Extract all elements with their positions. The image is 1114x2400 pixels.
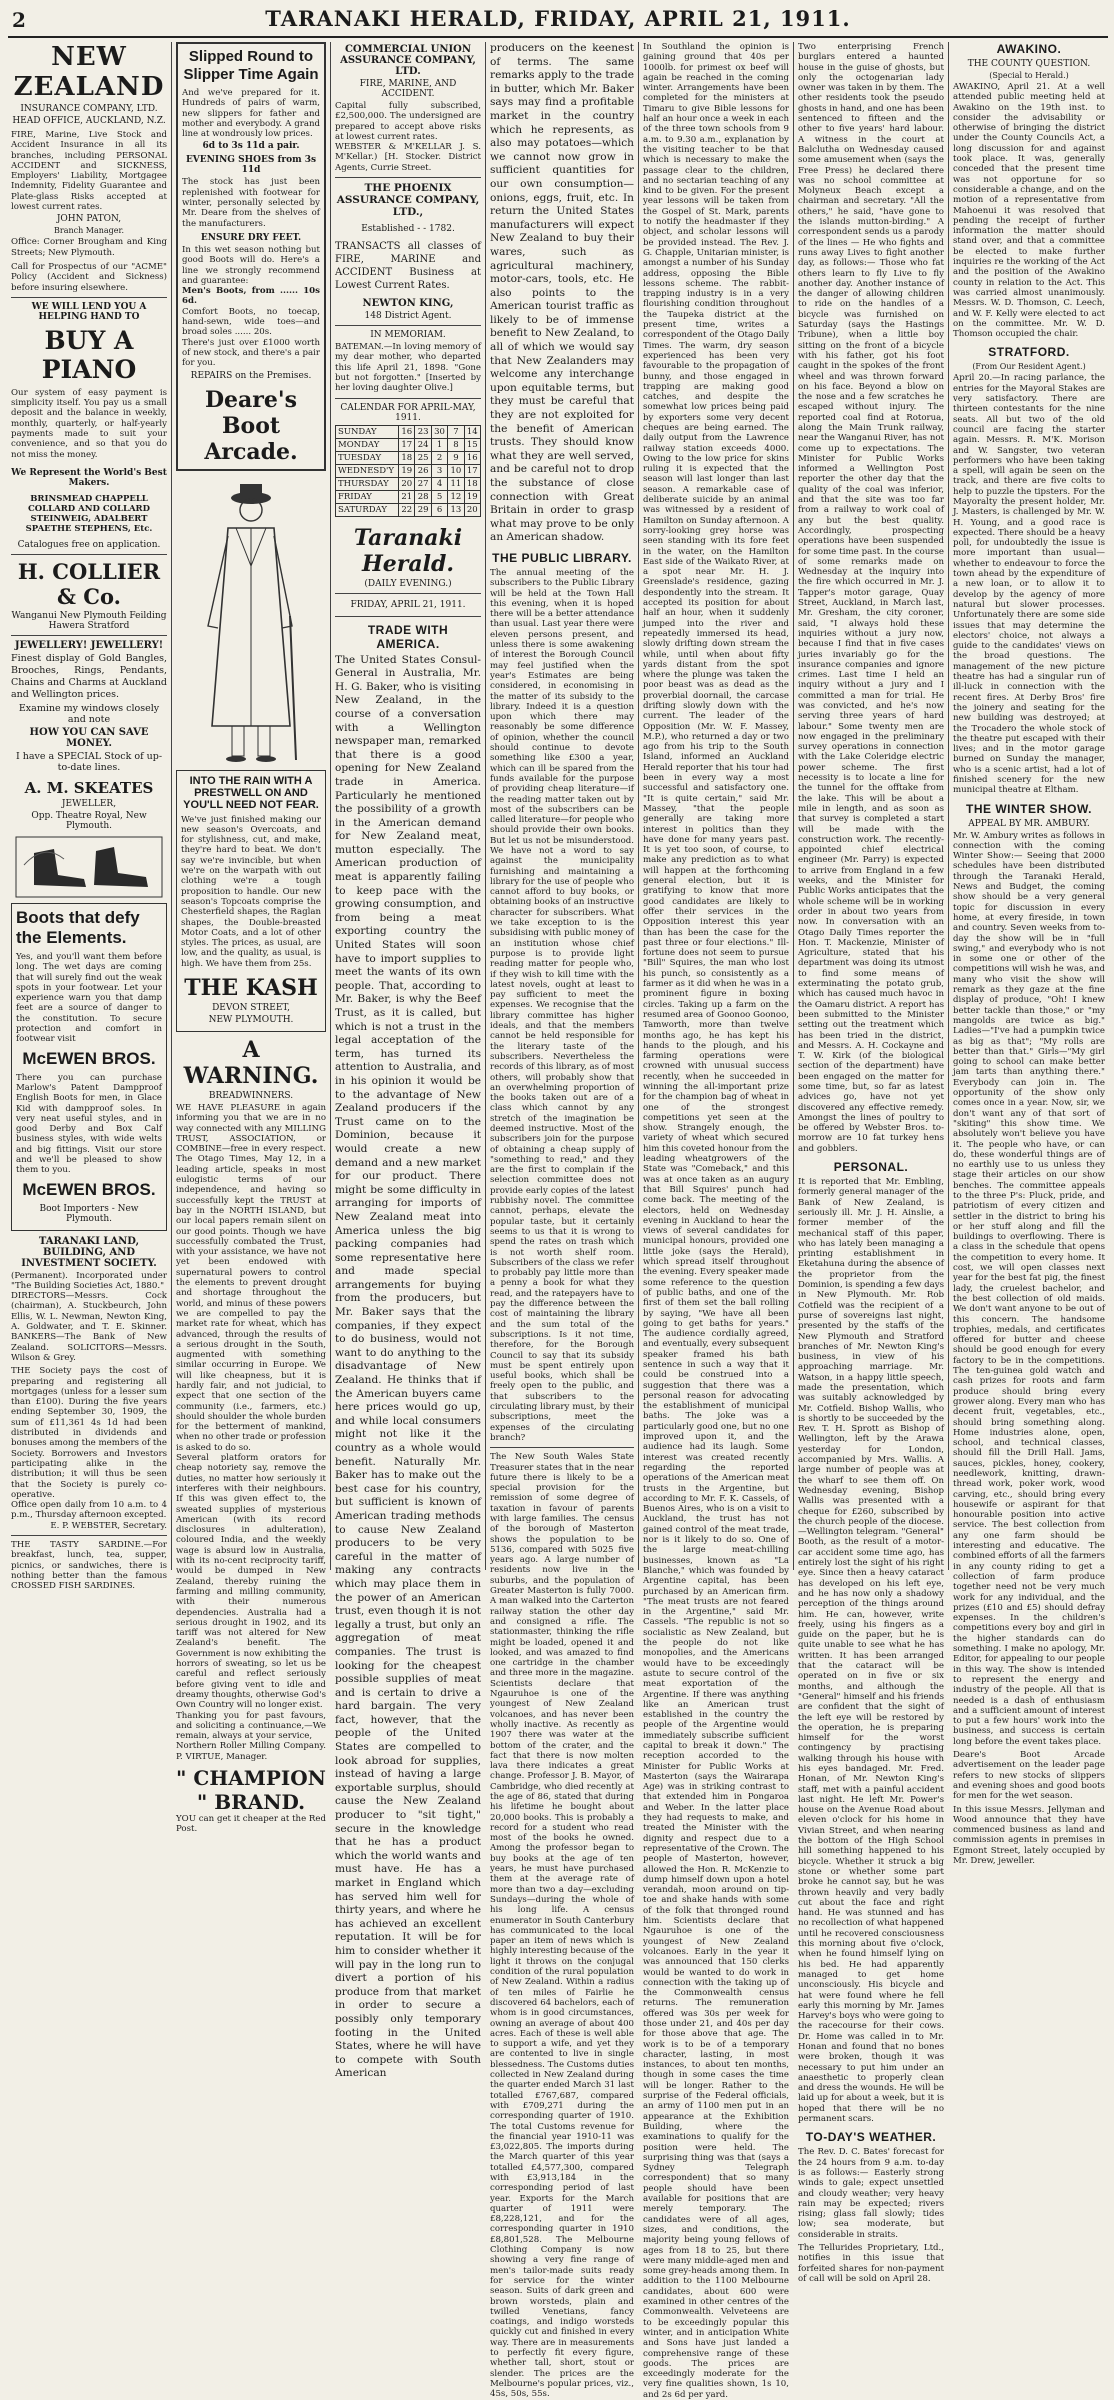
warning-signature: Northern Roller Milling Company. P. VIRTUE, Manager. [176, 1741, 326, 1762]
collier-title: H. COLLIER & Co. [17, 558, 161, 609]
calendar-date: 12 [448, 490, 464, 503]
warning-title: A WARNING. [183, 1036, 319, 1089]
memoriam-head: IN MEMORIAM. [370, 330, 446, 341]
divider [11, 297, 167, 298]
calendar-date: 30 [431, 425, 447, 438]
winter-show-heading: THE WINTER SHOW. [966, 801, 1092, 816]
calendar-date: 7 [448, 425, 464, 438]
calendar-date: 15 [464, 438, 480, 451]
building-society-secretary: E. P. WEBSTER, Secretary. [50, 1520, 167, 1531]
sardine-ad: THE TASTY SARDINE.—For breakfast, lunch, tea, supper, picnics, or sandwiches, there is nothing better than the famous CROSSED FISH SARDINES. [11, 1540, 167, 1592]
calendar-day-name: FRIDAY [336, 490, 399, 503]
piano-title: BUY A PIANO [41, 325, 137, 384]
boots-name: McEWEN BROS. [22, 1048, 156, 1068]
commercial-union-body: Capital fully subscribed, £2,500,000. The undersigned are prepared to accept above risks at lowest current rates. [335, 101, 481, 142]
calendar-date: 24 [415, 438, 431, 451]
piano-body: Our system of easy payment is simplicity itself. You pay us a small deposit and the balance in weekly, monthly, quarterly, or half-yearly payments made to suit your convenience, and so that you do not miss the money. [11, 387, 167, 460]
column-rule [485, 42, 486, 1570]
personal-article: It is reported that Mr. Embling, formerly general manager of the Bank of New Zealand, is seriously ill. Mr. J. H. Ainslie, a former member of the mechanical staff of this paper, who has lately been managing a printing establishment in Eketahuna during the absence of the proprietor from the Dominion, is spending a few days in New Plymouth. Mr. Rob Cotfield was the recipient of a purse of sovereigns last night, presented by the staffs of the New Plymouth and Stratford branches of Mr. Newton King's business, in view of his approaching marriage. Mr. Watson, in a happy little speech, made the presentation, which was suitably acknowledged by Mr. Cotfield. Bishop Wallis, who is shortly to be succeeded by the Rev. T. H. Sprott as Bishop of Wellington, left by the Arawa yesterday for London, accompanied by Mrs. Wallis. A large number of people was at the wharf to see them off. On Wednesday evening, Bishop Wallis was presented with a cheque for £260, subscribed by the church people of the diocese.—Wellington telegram. "General" Booth, as the result of a motor-car accident some time ago, has entirely lost the sight of his right eye. Since then a heavy cataract has developed on his left eye, and he has now only a shadowy perception of the things around him. He can, however, write freely, using his fingers as a guide on the paper, but he is quite unable to see what he has written. It has been arranged that the cataract will be operated on in five or six months, and although the "General" himself and his friends are confident that the sight of the left eye will be restored by the operation, he is preparing himself for the worst contingency by practising walking through his house with his eyes bandaged. Mr. Fred. Honan, of Mr. Newton King's staff, met with a painful accident last night. He left Mr. Power's house on the Avenue Road about eleven o'clock for his home in Vivian Street, and when nearing the bottom of the High School hill something happened to his bicycle. Whether it struck a big stone or whether some part broke he cannot say, but he was thrown heavily and very badly cut about the face and right hand. He was stunned and has no recollection of what happened until he recovered consciousness this morning about five o'clock, when he found himself lying on his bed. He had apparently managed to get home unconsciously. His bicycle and hat were found where he fell early this morning by Mr. James Harvey's boys who were going to the racecourse for their cows. Dr. Home was called in to Mr. Honan and found that no bones were broken, though it was necessary to put him under an anaesthetic to properly clean and dress the wounds. He will be laid up for about a week, but it is hoped that there will be no permanent scars. [798, 1177, 944, 2125]
stratford-special: (From Our Resident Agent.) [972, 362, 1086, 372]
news-items-3: Two enterprising French burglars entered a haunted house in the guise of ghosts, but only the octogenarian lady owner was taken in by them. The other residents took the pseudo ghosts in hand, and one has been sentenced to fifteen and the other to five years' hard labour. A witness in the court at Balclutha on Wednesday caused some amusement when (says the Free Press) he declared there was no school committee at Molyneux Beach except a chairman and secretary. "All the others," he said, "have gone to the islands mutton-birding." A correspondent sends us a parody of the lines — He who fights and runs away Lives to fight another day, as follows:— Those who fat others learn to fly Live to fly another day. Another instance of the danger of allowing children to ride on the handles of a bicycle was furnished on Saturday (says the Hastings Tribune), when a little boy sitting on the front of a bicycle with his father, got his foot caught in the spokes of the front wheel and was thrown forward on his face. Beyond a blow on the nose and a few scratches he escaped without injury. The reported coal find at Rotorua, along the Main Trunk railway, near the Wanganui River, has not come up to expectations. The Minister for Public Works informed a Wellington Post reporter the other day that the quality of the coal was inferior, and that the site was too far from a railway to work coal of any but the best quality. Accordingly, prospecting operations have been suspended for some time past. In the course of some remarks made on Wednesday at the inquiry into the fire which occurred in Mr. J. Tapper's motor garage, Quay Street, Auckland, in March last, Mr. Gresham, the city coroner, said, "I always hold these inquiries without a jury now, because I find that in five cases juries invariably go for the insurance companies and ignore crimes. Last time I held an inquiry without a jury and I committed a man for trial. He was convicted, and he's now serving three years of hard labour." Some twenty men are now engaged in the preliminary survey operations in connection with the Lake Coleridge electric power scheme. The first necessity is to locate a line for the tunnel for the offtake from the lake. This will be about a mile in length, and as soon as that survey is completed a start will be made with the construction work. The recently-appointed chief electrical engineer (Mr. Parry) is expected to arrive from England in a few weeks, and the Minister for Public Works anticipates that the whole scheme will be in working order in about two years from now. In conversation with an Otago Daily Times reporter the Hon. T. Mackenzie, Minister of Agriculture, stated that his department was doing its utmost to find some means of exterminating the potato grub, which has caused much havoc in the Oamaru district. A report has been submitted to the Minister setting out the treatment which has been tried in the district, and Messrs. A. H. Cockayne and T. W. Kirk (of the biological section of the department) have been engaged on the matter for some time, but, so far as latest advices go, have not yet discovered any effective remedy. Amongst the lines of poultry to be offered by Webster Bros. to-morrow are 10 fat turkey hens and gobblers. [798, 42, 944, 1154]
column-rule [793, 42, 794, 1570]
phoenix-ad [335, 182, 481, 321]
divider [335, 325, 481, 326]
kash-address-1: DEVON STREET, [212, 1002, 290, 1013]
personal-heading: PERSONAL. [833, 1160, 909, 1175]
library-heading: THE PUBLIC LIBRARY. [492, 550, 632, 565]
divider [490, 1447, 634, 1448]
calendar-day-name: WEDNESD'Y [336, 464, 399, 477]
trade-article-part-1: The United States Consul-General in Australia, Mr. H. G. Baker, who is visiting New Zealand, in the course of a conversation with a Wellington newspaper man, remarked that there is a good opening for New Zealand trade in America. Particularly he mentioned the possibility of a growth in the American demand for New Zealand meat, mutton especially. The American production of meat is apparently failing to keep pace with the growing consumption, and from being a meat exporting country the United States will soon have to import supplies to meet the wants of its own people. That, according to Mr. Baker, is why the Beef Trust, as it is called, but which is not a trust in the legal acceptation of the term, has turned its attention to Australia, and in his opinion it would be to the advantage of New Zealand producers if the Trust came on to the Dominion, because it would create a new demand and a new market for our product. There might be some difficulty in arranging for imports of New Zealand meat into America unless the big packing companies had some representative here and made special arrangements for buying from the producers, but Mr. Baker says that the companies, if they expect to do business, would not want to do anything to the disadvantage of New Zealand. He thinks that if the American buyers came here prices would go up, and while local consumers might not like it the country as a whole would benefit. Naturally Mr. Baker has to make out the best case for his country, but sufficient is known of American trading methods to cause New Zealand producers to be very careful in the matter of making any contracts which may place them in the power of an American trust, even though it is not legally a trust, but only an aggregation of meat companies. The trust is looking for the cheapest possible supplies of meat and is certain to drive a hard bargain. The very fact, however, that the people of the United States are compelled to look abroad for supplies, instead of having a large exportable surplus, should cause the New Zealand producer to "sit tight," secure in the knowledge that he has a product which the world wants and must have. He has a market in England which has served him well for thirty years, and where he has achieved an excellent reputation. It will be for him to consider whether it will pay in the long run to divert a portion of his produce from that market in order to secure a possibly only temporary footing in the United States, where he will have to compete with South American [335, 653, 481, 2080]
newspaper-page [8, 4, 1108, 2400]
dry-feet-head: ENSURE DRY FEET. [200, 232, 302, 243]
warning-thanks: Thanking you for past favours, and soliciting a continuance,—We remain, always at your service, [176, 1710, 326, 1742]
warning-ad [176, 1037, 326, 1835]
news-items-2: In Southland the opinion is gaining ground that 40s per 1000lb. for primest ox beef will again be reached in the coming winter. Arrangements have been completed for the ministers at Timaru to give Bible lessons for half an hour once a week in each of the three town schools from 9 a.m. to 9.30 a.m., explanation by the visiting teacher to be that which is necessary to make the passage clear to the children, and no sectarian teaching of any kind to be given. For the present year lessons will be taken from the Gospel of St. Mark, parents to notify the headmaster if they object, and scholar lessons will be provided instead. The Rev. J. G. Chapple, Unitarian minister, is amongst a number of his Sunday address, opposing the Bible lessons scheme. The rabbit-trapping industry is in a very flourishing condition throughout the Taupeka district at the present time, writes a correspondent of the Otago Daily Times. The warm, dry season experienced has been very favourable to the propagation of bunny, and those engaged in trapping are making good catches, and despite the somewhat low prices being paid by exporters some very decent cheques are being earned. The daily output from the Lawrence railway station exceeds 4000. Owing to the low price for skins ruling it is expected that the season will last longer than last season. A remarkable case of deliberate suicide by an animal was witnessed by a resident of Hamilton on Sunday afternoon. A sorry-looking grey horse was seen standing with its fore feet in the water, on the Hamilton East side of the Waikato River, at a spot near Mr. H. J. Greenslade's residence, gazing despondently into the stream. It accepted its position for about half an hour, when it suddenly jumped into the river and repeatedly immersed its head, slowly drifting down stream the while, until when about fifty yards distant from the spot where the plunge was taken the poor beast was as dead as the proverbial doornail, the carcase drifting slowly down with the current. The leader of the Opposition (Mr. W. F. Massey, M.P.), who returned a day or two ago from his trip to the South Island, informed an Auckland Herald reporter that his tour had been in every way a most successful and satisfactory one. "It is quite certain," said Mr. Massey, "that the people generally are taking more interest in politics than they have done for many years past. It is yet too soon, of course, to make any prediction as to what will happen at the forthcoming general election, but it is gratifying to know that more good candidates are likely to offer their services in the Opposition interest this year than has been the case for the past three or four elections." Ill-fortune does not seem to pursue "Bill" Squires, the man who lost his punch, so consistently as a farmer as it did when he was in a prominent figure in boxing circles. Taking up a farm on the resumed area of Goonoo Goonoo, Tamworth, more than twelve months ago, he has kept his hands to the plough, and his farming operations were crowned with unusual success recently, when he succeeded in winning the all-important prize for the champion bag of wheat in one of the strongest competitions yet seen at the show. Strangely enough, the variety of wheat which secured him this coveted honour from the leading wheatgrowers of the State was "Comeback," and this was at once taken as an augury that Bill Squires' punch had come back. The meeting of the electors, held on Wednesday evening in Auckland to hear the views of several candidates for municipal honours, provided one little joke (says the Herald), which spread itself throughout the evening. Every speaker made some reference to the question of public baths, and one of the first of them set the ball rolling by saying, "We have all been going to get baths for years." The audience cordially agreed, and eventually, every subsequent speaker framed his bath sentence in such a way that it could be construed into a suggestion that there was a personal reason for advocating the establishment of municipal baths. The joke was a particularly good one, but no one improved upon it, and the audience had its laugh. Some interest was created recently regarding the reported operations of the American meat trusts in the Argentine, but according to Mr. F. K. Cassels, of Buenos Aires, who is on a visit to Auckland, the trust has not gained control of the meat trade, nor is it likely to do so. One of the large meat-chilling businesses, known as "La Blanche," which was founded by Argentine capital, has been purchased by an American firm. "The meat trusts are not feared in the Argentine," said Mr. Cassels. "The republic is not so socialistic as New Zealand, but the people do not like monopolies, and the Americans would have to be exceedingly astute to secure control of the meat exportation of the Argentine. If there was anything like an American trust established in the country the people of the Argentine would immediately subscribe sufficient capital to break it down." The reception accorded to the Minister for Public Works at Masterton (says the Wairarapa Age) was in striking contrast to that extended him in Pongaroa and Weber. In the latter place they had requests to make, and treated the Minister with the dignity and respect due to a representative of the Crown. The people of Masterton, however, allowed the Hon. R. McKenzie to dump himself down upon a hotel verandah, moon around on tip-toe and shake hands with some of the folk that thronged round him. Scientists declare that Ngauruhoe is one of the youngest of New Zealand volcanoes. Early in the year it was announced that 150 clerks would be wanted to do work in connection with the taking up of the Commonwealth census returns. The remuneration offered was 30s per week for those under 21, and 40s per day for those above that age. The work is to be of a temporary character, lasting, in most instances, to about ten months, though in some cases the time will be longer. Rather to the surprise of the Federal officials, an army of 1100 men put in an appearance at the Exhibition Building, where the examinations to qualify for the position were held. The surprising thing was that (says a Sydney Telegraph correspondent) that so many people should have been available for positions that are merely temporary. The candidates were of all ages, sizes, and conditions, the majority being young fellows of ages from 18 to 25, but there were many middle-aged men and some grey-heads among them. In addition to the 1100 Melbourne candidates, about 600 were examined in other centres of the Commonwealth. Velveteens are to be exceedingly popular this winter, and in anticipation White and Sons have just landed a comprehensive range of these goods. The prices are exceedingly moderate for the very fine qualities shown, 1s 10, and 2s 6d per yard. [643, 42, 789, 2400]
tellurides-note: The Tellurides Proprietary, Ltd., notifies in this issue that forfeited shares for non-payment of call will be sold on April 28. [798, 2243, 944, 2284]
calendar-row [336, 490, 481, 503]
trade-heading: TRADE WITH AMERICA. [367, 622, 449, 651]
piano-makers: BRINSMEAD CHAPPELL COLLARD AND COLLARD STEINWEIG, ADALBERT SPAETHE STEPHENS, Etc. [25, 493, 153, 534]
calendar-date: 8 [448, 438, 464, 451]
calendar-date: 5 [431, 490, 447, 503]
boots-ad [11, 903, 167, 1231]
calendar-date: 22 [399, 503, 415, 516]
warning-sub: BREADWINNERS. [208, 1090, 294, 1101]
memoriam [335, 330, 481, 393]
calendar-day-name: TUESDAY [336, 451, 399, 464]
skeates-name: A. M. SKEATES [24, 778, 154, 797]
collier-towns: Wanganui New Plymouth Feilding Hawera Stratford [11, 610, 167, 631]
boots-footer: Boot Importers - New Plymouth. [39, 1203, 139, 1224]
nz-insurance-title: NEW ZEALAND [13, 42, 165, 102]
nz-insurance-offices: Office: Corner Brougham and King Streets; New Plymouth. [11, 237, 167, 258]
column-4 [487, 42, 637, 2400]
stratford-heading: STRATFORD. [988, 345, 1070, 360]
divider [335, 177, 481, 178]
champion-footer: YOU can get it cheaper at the Red Post. [176, 1813, 326, 1835]
calendar-date: 29 [415, 503, 431, 516]
commercial-union-sub: FIRE, MARINE, AND ACCIDENT. [359, 79, 457, 99]
paper-name: Taranaki Herald. [353, 524, 463, 577]
paper-sub: (DAILY EVENING.) [364, 578, 452, 589]
deare-ad [176, 42, 326, 471]
calendar-date: 23 [415, 425, 431, 438]
jellyman-note: In this issue Messrs. Jellyman and Wood announce that they have commenced business as land and commission agents in premises in Egmont Street, lately occupied by Mr. Drew, jeweller. [953, 1804, 1105, 1866]
awakino-heading: AWAKINO. [996, 42, 1062, 56]
nz-insurance-body: FIRE, Marine, Live Stock and Accident Insurance in all its branches, including PERSONAL ACCIDENT and SICKNESS, Employers' Liability, Mortgagee Indemnity, Fidelity Guarantee and Plate-glass Risks accepted at lowest current rates. [11, 130, 167, 213]
calendar-date: 25 [415, 451, 431, 464]
calendar-head: CALENDAR FOR APRIL-MAY, 1911. [340, 402, 476, 423]
jewellery-save: HOW YOU CAN SAVE MONEY. [29, 726, 149, 749]
column-rule [171, 42, 172, 1570]
divider [335, 593, 481, 594]
nz-insurance-agent-role: Branch Manager. [53, 226, 125, 236]
news-items: The New South Wales State Treasurer states that in the near future there is likely to be a special provision for the remission of some degree of taxation in favour of parents with large families. The census of the borough of Masterton shows the population to be 5136, compared with 5025 five years ago. A large number of residents now live in the suburbs, and the population of Greater Masterton is fully 7000. A man walked into the Carterton railway station the other day and consigned a rifle. The stationmaster, thinking the rifle might be loaded, opened it and looked, and was amazed to find one cartridge in the chamber and three more in the magazine. Scientists declare that Ngauruhoe is one of the youngest of New Zealand volcanoes, and has never been wholly inactive. As recently as 1907 there was water at the bottom of the crater, and the fact that there is now molten lava there indicates a great change. Professor J. B. Mayor, of Cambridge, who died recently at the age of 86, stated that during his lifetime he bought about 20,000 books. This is probably a record for a student who read most of the books he owned. Among the professor began to buy books at the age of ten years, he must have purchased them at the average rate of more than two a day—excluding Sundays—during the whole of his long life. A census enumerator in South Canterbury has communicated to the local paper an item of news which is highly interesting because of the light it throws on the conjugal condition of the rural population of New Zealand. Within a radius of ten miles of Fairlie he discovered 64 bachelors, each of whom is in good circumstances, owning an average of about 400 acres. Each of these is well able to support a wife, and yet they are contented to live in single blessedness. The Customs duties collected in New Zealand during the quarter ended March 31 last totalled £767,687, compared with £709,271 during the corresponding quarter of 1910. The total Customs revenue for the financial year 1910-11 was £3,022,805. The imports during the March quarter of this year totalled £4,577,300, compared with £3,913,184 in the corresponding period of last year. Exports for the March quarter of 1911 were £8,228,121, and for the corresponding quarter in 1910 £8,801,528. The Melbourne Clothing Company is now showing a very fine range of men's tailor-made suits ready for service for the winter season. Suits of dark green and brown worsteds, plain and twilled Venetians, fancy coatings, and indigo worsteds quickly cut and finished in every way. There are in measurements to perfectly fit every figure, whether tall, short, stout or slender. The prices are the Melbourne's popular prices, viz., 45s, 50s, 55s. [490, 1452, 634, 2400]
calendar-date: 1 [431, 438, 447, 451]
repairs-note: REPAIRS on the Premises. [190, 370, 312, 381]
awakino-sub: THE COUNTY QUESTION. [967, 59, 1091, 69]
dry-feet-body: In this wet season nothing but good Boots will do. Here's a line we strongly recommend and guarantee: [182, 244, 320, 286]
stratford-article: April 20.—In racing parlance, the entries for the Mayoral Stakes are very satisfactory. There are thirteen contestants for the nine seats. All but two of the old council are facing the starter again. Messrs. R. M'K. Morison and W. Sangster, two veteran performers who have been taking a spell, will again be seen on the track, and there are five colts to help to puzzle the tipsters. For the Mayoralty the present holder, Mr. J. Masters, is challenged by Mr. W. H. Young, and a good race is expected. There should be a heavy poll, for undoubtedly the issue is more important than usual—whether to endeavour to force the town ahead by the expenditure of a new loan, or to allow it to develop by the agency of more natural but slower processes. Unfortunately there are some side issues that may determine the electors' choice, not always a guide to the candidates' views on the broad questions. The management of the new picture theatre has had a singular run of ill-luck in connection with the recent fires. At Derby Bros' fire the joinery and seating for the new building was destroyed; at the Trocadero the whole stock of the theatre put escaped with their lives; and in the motor garage burned on Sunday the manager, who is a scenic artist, had a lot of finished scenery for the new municipal theatre at Eltham. [953, 373, 1105, 796]
calendar-row [336, 451, 481, 464]
phoenix-agent-role: 148 District Agent. [364, 311, 452, 322]
boots-body-2: There you can purchase Marlow's Patent Dampproof English Boots for men, in Glace Kid with dampproof soles. In very neat useful styles, and in good Derby and Box Calf business styles, with wide welts and big fittings. Visit our store and we'll be pleased to show them to you. [16, 1072, 162, 1176]
divider [335, 616, 481, 617]
overcoat-man-illustration [178, 476, 324, 766]
masthead [8, 4, 1108, 38]
column-3 [332, 42, 484, 2080]
kash-ad [176, 770, 326, 1032]
comfort-boots: Comfort Boots, no toecap, hand-sewn, wide toes—and broad soles ...... 20s. [182, 306, 320, 338]
boots-illustration [14, 835, 164, 899]
column-1 [8, 42, 170, 1592]
calendar-date: 4 [431, 477, 447, 490]
newspaper-title: TARANAKI HERALD, FRIDAY, APRIL 21, 1911. [265, 6, 851, 31]
calendar-date: 26 [415, 464, 431, 477]
commercial-union-ad [335, 44, 481, 173]
calendar-date: 6 [431, 503, 447, 516]
building-society-hours: Office open daily from 10 a.m. to 4 p.m., Thursday afternoon excepted. [11, 1500, 167, 1521]
building-society-body: THE Society pays the cost of preparing and registering all mortgages (unless for a lesser sum than £100). During the five years ending September 30, 1909, the sum of £11,361 4s 1d had been distributed in dividends and bonuses among the members of the Society. Borrowers and Investors participating alike in the distribution; it will thus be seen that the Society is purely co-operative. [11, 1366, 167, 1500]
slipper-title: Slipped Round to Slipper Time Again [183, 48, 319, 83]
commercial-union-agents: WEBSTER & M'KELLAR J. S. M'Kellar.) [H. Stocker. District Agents, Currie Street. [335, 142, 481, 173]
column-rule [638, 42, 639, 1570]
jewellery-ad [11, 640, 167, 831]
memoriam-body: BATEMAN.—In loving memory of my dear mother, who departed this life April 21, 1898. "Gone but not forgotten." [Inserted by her loving daughter Olive.] [335, 342, 481, 394]
awakino-special: (Special to Herald.) [989, 71, 1069, 80]
building-society-directors: DIRECTORS—Messrs. Cock (chairman), A. Stuckbeurch, John Ellis, W. L. Newman, Newton King, A. Goldwater, and T. E. Skinner. BANKERS—The Bank of New Zealand. SOLICITORS—Messrs. Wilson & Grey. [11, 1291, 167, 1363]
jewellery-examine: Examine my windows closely and note [18, 702, 160, 725]
building-society-title: TARANAKI LAND, BUILDING, AND INVESTMENT SOCIETY. [21, 1235, 157, 1269]
stock-note: There's just over £1000 worth of new stock, and there's a pair for you. [182, 337, 320, 369]
piano-catalog: Catalogues free on application. [17, 539, 161, 550]
building-society-ad [11, 1236, 167, 1531]
paper-date: FRIDAY, APRIL 21, 1911. [350, 599, 466, 610]
collier-ad [11, 559, 167, 631]
calendar-date: 2 [431, 451, 447, 464]
kash-address-2: NEW PLYMOUTH. [208, 1014, 294, 1025]
jewellery-head: JEWELLERY! JEWELLERY! [14, 639, 164, 651]
skeates-address: Opp. Theatre Royal, New Plymouth. [31, 810, 147, 831]
page-number: 2 [12, 8, 26, 32]
deare-note: Deare's Boot Arcade advertisement on the leader page refers to new stocks of slippers and evening shoes and good boots for men for the wet season. [953, 1750, 1105, 1802]
calendar-date: 10 [448, 464, 464, 477]
trade-article-part-2: producers on the keenest of terms. The same remarks apply to the trade in butter, which Mr. Baker says may find a profitable market in the country which he represents, as also may potatoes—which we cannot now grow in sufficient quantities for our own consumption—onions, eggs, fruit, etc. In return the United States manufacturers will expect New Zealand to buy their wares, such as agricultural machinery, motor-cars, tools, etc. He also points to the American tourist traffic as likely to be of immense benefit to New Zealand, to all of which we would say that New Zealanders may welcome any interchange upon equitable terms, but they must be careful that they are not exploited for the benefit of American trusts. They should know what they are well served, and be careful not to drop the substance of close connection with Great Britain in order to grasp what may prove to be only an American shadow. [490, 42, 635, 544]
calendar-date: 3 [431, 464, 447, 477]
slipper-body: And we've prepared for it. Hundreds of pairs of warm, new slippers for father and mother and everybody. A grand line at wondrously low prices. [182, 88, 320, 140]
calendar-day-name: SATURDAY [336, 503, 399, 516]
phoenix-body: TRANSACTS all classes of FIRE, MARINE and ACCIDENT Business at Lowest Current Rates. [335, 241, 481, 292]
column-5 [640, 42, 792, 2400]
piano-lend: WE WILL LEND YOU A HELPING HAND TO [31, 301, 147, 322]
weather-article: The Rev. D. C. Bates' forecast for the 24 hours from 9 a.m. to-day is as follows:— Easterly strong winds to gale; expect unsettled and cloudy weather; very heavy rain may be expected; rivers rising; glass fall slowly; tides low; sea moderate, but considerable in straits. [798, 2147, 944, 2240]
piano-represent: We Represent the World's Best Makers. [11, 467, 167, 488]
evening-shoes: EVENING SHOES from 3s 11d [185, 155, 317, 176]
divider [11, 635, 167, 636]
column-7 [950, 42, 1108, 1866]
nz-insurance-call: Call for Prospectus of our "ACME" Policy (Accident and Sickness) before insuring elsewhere. [11, 261, 167, 293]
calendar-date: 19 [464, 490, 480, 503]
weather-heading: TO-DAY'S WEATHER. [805, 2130, 937, 2145]
calendar-date: 21 [399, 490, 415, 503]
calendar-date: 9 [448, 451, 464, 464]
calendar-table [335, 425, 481, 517]
calendar-date: 28 [415, 490, 431, 503]
column-6 [795, 42, 947, 2284]
rain-body: We've just finished making our new season's Overcoats, and for stylishness, cut, and make, they're hard to beat. We don't say we're invincible, but when we're on the warpath with out clothing we're a tough proposition to handle. Our new season's Topcoats comprise the Chesterfield shapes, the Raglan shapes, the Double-breasted Motor Coats, and a lot of other styles. The prices, as usual, are low, and the quality, as usual, is high. We have them from 25s. [181, 814, 321, 969]
phoenix-established: Established - - 1782. [361, 224, 455, 235]
jewellery-body: Finest display of Gold Bangles, Brooches, Rings, Pendants, Chains and Charms at Auckland and Wellington prices. [11, 652, 167, 700]
divider [11, 554, 167, 555]
calendar-date: 14 [464, 425, 480, 438]
calendar-date: 20 [464, 503, 480, 516]
column-2 [173, 42, 329, 1835]
building-society-inc: (Permanent). Incorporated under "The Building Societies Act, 1880." [11, 1270, 167, 1291]
nz-insurance-agent: JOHN PATON, [56, 214, 122, 225]
calendar-date: 13 [448, 503, 464, 516]
calendar-date: 19 [399, 464, 415, 477]
calendar-date: 11 [448, 477, 464, 490]
kash-name: THE KASH [184, 974, 318, 1001]
calendar-row [336, 464, 481, 477]
awakino-article: AWAKINO, April 21. At a well attended public meeting held at Awakino on the 19th inst. to consider the advisability or otherwise of bringing the district under the County Councils Act, a long discussion for and against took place. It was, generally conceded that the present time was not opportune for so considerable a change, and on the motion of a representative from Mahoenui it was resolved that pending the receipt of further information the matter should stand over, and that a committee be elected to make further inquiries re the working of the Act and the position of the Awakino county in relation to the Act. This was carried almost unanimously. Messrs. W. D. Thomson, C. Leech, and W. F. Kelly were elected to act on the committee. Mr. W. D. Thomson occupied the chair. [953, 82, 1105, 340]
mens-boots: Men's Boots, from ...... 10s 6d. [182, 286, 320, 307]
commercial-union-title: COMMERCIAL UNION ASSURANCE COMPANY, LTD. [340, 44, 476, 77]
winter-show-sub: APPEAL BY MR. AMBURY. [968, 818, 1090, 829]
boots-name-2: McEWEN BROS. [22, 1179, 156, 1199]
skeates-role: JEWELLER, [61, 798, 117, 809]
column-rule [330, 42, 331, 1570]
calendar-row [336, 503, 481, 516]
calendar-date: 16 [464, 451, 480, 464]
evening-body: The stock has just been replenished with footwear for winter, personally selected by Mr. Deare from the shelves of the manufacturers. [182, 177, 320, 229]
calendar-row [336, 477, 481, 490]
calendar-date: 27 [415, 477, 431, 490]
warning-body: WE HAVE PLEASURE in again informing you that we are in no way connected with any MILLING TRUST, ASSOCIATION, or COMBINE—free in every respect. The Otago Times, May 12, in a leading article, speaks in most eulogistic terms of our independence, and having so successfully kept the TRUST at bay in the NORTH ISLAND, but our local papers remain silent on our good points. Though we have successfully combated the Trust, with your assistance, we have not yet been endowed with supernatural powers to control the elements to prevent drought and shortage throughout the world, and minus of these powers we are compelled to pay the market rate for wheat, which has advanced, through the results of a serious drought in the South, augmented with something similar occurring in Europe. We will like cheapness, but it is hardly fair, and not judicial, to expect that one section of the community (i.e., farmers, etc.) should shoulder the whole burden for the betterment of mankind, when no other trade or profession is asked to do so. [176, 1102, 326, 1453]
nz-insurance-office: HEAD OFFICE, AUCKLAND, N.Z. [12, 116, 166, 126]
calendar-day-name: THURSDAY [336, 477, 399, 490]
phoenix-agent: NEWTON KING, [362, 298, 454, 310]
calendar-row [336, 425, 481, 438]
winter-show-article: Mr. W. Ambury writes as follows in connection with the coming Winter Show:— Seeing that 2000 schedules have been distributed through the Taranaki Herald, News and Budget, the coming show should be a very general topic for discussion in every home, at every fireside, in town and country. Seven weeks from to-day the show will be in "full swing," and everybody who is not in some one or other of the competitions will wish he was, and many who visit the show will remark as they gaze at the fine display of produce, "Oh! I knew better tackle than those," or "my mangolds are twice as big." Ladies—"I've had a pumpkin twice as big as that"; "My rolls are better than that." Girls—"My girl going to school can make better jam tarts than anything there." Everybody can join in. The opportunity of the show only comes once in a year. Now, sir, we don't want any of that sort of "skiting" this show time. We absolutely won't believe you have it. The people who have, or can do, these wonderful things are of no earthly use to us unless they stage their articles on our show benches. The committee appeals to the three P's: Pluck, pride, and patriotism of every citizen and settler in the district to bring his or her stuff along and fill the buildings to overflowing. There is a class in the schedule that opens the competition to every home. It cost, we will open classes next year for the best fat pig, the finest lady, the cruelest bachelor, and the best collection of old maids. We don't want anyone to be out of this concern. The handsome trophies, medals, and certificates offered for butter and cheese should be good enough for every factory to be in the competitions. The ten-guinea gold watch and cash prizes for roots and farm produce should bring every grower along. Every man who has decent fruit, vegetables, etc., should bring something along. Home industries alone, open, school, and technical classes, should fill the Drill Hall. Jams, sauces, pickles, honey, cookery, needlework, knitting, drawn-thread work, poker work, wood carving, etc., should bring every housewife or aspirant for that honourable position into active service. The best collection from any one farm should be interesting and educative. The combined efforts of all the farmers in any county riding to get a collection of farm produce together need not be very much work for any individual, and the prizes (£10 and £5) should defray expenses. In the children's competitions every boy and girl in the higher standards can do something. I make no apology, Mr. Editor, for appealing to our people in this way. The show is intended to represent the energy and industry of the people. All that is needed is a dash of enthusiasm and a sufficient amount of interest to put a few hours' work into the business, and success is certain long before the event takes place. [953, 830, 1105, 1747]
warning-body-2: Several platform orators for cheap notoriety say, remove the duties, no matter how seriously it interferes with their neighbours. If this was given effect to, the sweated supplies of mysterious American (with its record disclosures in adulteration), coloured India, and the weekly wage is absurd low in Australia, with its no-cent reciprocity tariff, would be dumped in New Zealand, thereby ruining the farming and milling community, with their numerous dependencies. Australia had a serious drought in 1902, and its tariff was not altered for New Zealand's benefit. The Government is now exhibiting the horrors of sweating, so let us be careful and reflect seriously before giving vent to idle and dreamy thoughts, otherwise God's Own Country will no longer exist. [176, 1453, 326, 1711]
calendar-date: 18 [464, 477, 480, 490]
calendar-day-name: MONDAY [336, 438, 399, 451]
calendar-date: 17 [464, 464, 480, 477]
boots-body: Yes, and you'll want them before long. The wet days are coming that will surely find out the weak spots in your footwear. Let your experience warn you that damp feet are a source of danger to the constitution. To secure protection and comfort in footwear visit [16, 951, 162, 1045]
jewellery-special: I have a SPECIAL Stock of up-to-date lines. [15, 750, 163, 773]
column-rule [948, 42, 949, 1570]
calendar-day-name: SUNDAY [336, 425, 399, 438]
slipper-price: 6d to 3s 11d a pair. [202, 141, 300, 152]
divider [11, 1535, 167, 1536]
phoenix-title: THE PHOENIX ASSURANCE COMPANY, LTD., [336, 182, 480, 219]
calendar-row [336, 438, 481, 451]
nz-insurance-sub: INSURANCE COMPANY, LTD. [20, 104, 158, 114]
calendar-date: 20 [399, 477, 415, 490]
champion-brand: " CHAMPION " BRAND. [176, 1765, 326, 1814]
divider [335, 398, 481, 399]
piano-ad [11, 302, 167, 550]
calendar-date: 18 [399, 451, 415, 464]
boots-title: Boots that defy the Elements. [16, 907, 140, 947]
library-article: The annual meeting of the subscribers to the Public Library will be held at the Town Hall this evening, when it is hoped there will be a better attendance than usual. Last year there were eleven persons present, and unless there is some awakening of interest the Borough Council may feel justified when the year's Estimates are being considered, in economising in the matter of its subsidy to the library. Indeed it is a question upon which there may reasonably be some difference of opinion, whether the council should continue to devote something like £300 a year, which can ill be spared from the funds available for the purpose of providing cheap literature—if the reading matter taken out by most of the subscribers can be called literature—for people who should provide their own books. But let us not be misunderstood. We have not a word to say against the municipality furnishing and maintaining a library for the use of people who cannot afford to buy books, or obtaining books of an instructive character for subscribers. What we take exception to is the subsidising with public money of an institution whose chief purpose is to provide light reading matter for people who, if they wish to kill time with the latest novels, ought at least to pay sufficient to meet the expenses. We recognise that the library committee has higher ideals, and that the members cannot be held responsible for the literary taste of the subscribers. Nevertheless the records of this library, as of most others, will probably show that an overwhelming proportion of the books taken out are of a class which cannot by any stretch of the imagination be deemed instructive. Most of the subscribers join for the purpose of obtaining a cheap supply of "something to read," and they are the first to complain if the selection committee does not provide early copies of the latest rubbishy novel. The committee cannot, perhaps, elevate the popular taste, but it certainly seems to us that it is wrong to spend the rates on trash which is not worth shelf room. Subscribers of the class we refer to probably pay little more than a penny a book for what they read, and the ratepayers have to pay the difference between the cost of maintaining the library and the sum total of the subscriptions. Is it not time, therefore, for the Borough Council to say that its subsidy must be spent entirely upon useful books, which shall be freely open to the public, and that subscribers to the circulating library must, by their subscriptions, meet the expenses of the circulating branch? [490, 567, 634, 1443]
calendar-date: 17 [399, 438, 415, 451]
rain-head: INTO THE RAIN WITH A PRESTWELL ON AND YOU'LL NEED NOT FEAR. [183, 774, 319, 811]
deare-name: Deare's Boot Arcade. [204, 386, 298, 465]
calendar-date: 16 [399, 425, 415, 438]
nz-insurance-ad [11, 42, 167, 293]
